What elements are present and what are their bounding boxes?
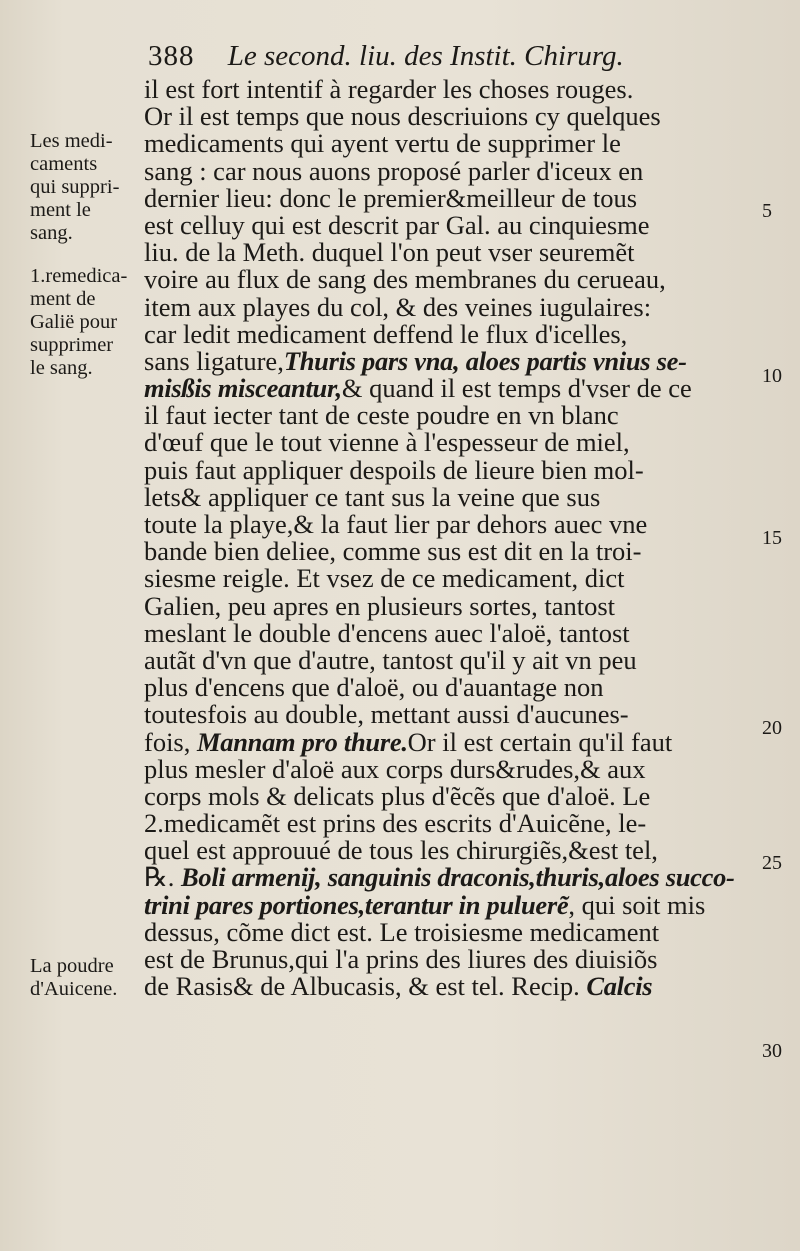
text-line bbox=[144, 375, 704, 402]
line-number: 5 bbox=[762, 200, 772, 222]
text-line: lets& appliquer ce tant sus la veine que sus bbox=[144, 481, 601, 512]
text-line: voire au flux de sang des membranes du cerueau, bbox=[144, 264, 666, 295]
text-line bbox=[144, 726, 704, 757]
side-note-line: le sang. bbox=[30, 357, 93, 379]
text-line: bande bien deliee, comme sus est dit en la troi- bbox=[144, 536, 642, 567]
page-header bbox=[148, 38, 708, 74]
text-line bbox=[144, 862, 735, 893]
text-line: d'œuf que le tout vienne à l'espesseur de miel, bbox=[144, 427, 630, 458]
text-line: quel est approuué de tous les chirurgiẽs,&est tel, bbox=[144, 835, 658, 866]
text-line: meslant le double d'encens auec l'aloë, tantost bbox=[144, 617, 630, 648]
text-line: dernier lieu: donc le premier&meilleur de tous bbox=[144, 182, 638, 213]
latin-phrase: misßis misceantur, bbox=[144, 373, 342, 404]
text-line: toutesfois au double, mettant aussi d'aucunes- bbox=[144, 699, 629, 730]
running-title: Le second. liu. des Instit. Chirurg. bbox=[227, 40, 624, 72]
latin-phrase: Mannam pro thure. bbox=[197, 726, 408, 757]
text-line: autãt d'vn que d'autre, tantost qu'il y ait vn peu bbox=[144, 644, 637, 675]
text-line: il est fort intentif à regarder les choses rouges. bbox=[144, 74, 634, 104]
side-note-line: Galië pour bbox=[30, 311, 118, 333]
side-note-poudre-avicenne bbox=[30, 955, 142, 1001]
text-line: item aux playes du col, & des veines iugulaires: bbox=[144, 291, 652, 322]
text-fragment: & quand il est temps d'vser de ce bbox=[341, 373, 692, 404]
text-line bbox=[144, 973, 704, 1000]
text-line: Or il est temps que nous descriuions cy quelques bbox=[144, 101, 661, 132]
side-note-line: d'Auicene. bbox=[30, 978, 118, 1000]
line-number: 20 bbox=[762, 717, 782, 739]
text-line: car ledit medicament deffend le flux d'icelles, bbox=[144, 318, 628, 349]
side-note-line: ment le bbox=[30, 199, 91, 221]
side-note-line: caments bbox=[30, 153, 98, 175]
text-line: dessus, cõme dict est. Le troisiesme medicament bbox=[144, 916, 660, 947]
side-note-line: ment de bbox=[30, 288, 96, 310]
latin-phrase: Boli armenij, sanguinis draconis,thuris,aloes succo- bbox=[181, 862, 735, 893]
side-note-line: La poudre bbox=[30, 955, 114, 977]
text-line: corps mols & delicats plus d'ẽcẽs que d'aloë. Le bbox=[144, 780, 651, 811]
latin-phrase: Thuris pars vna, aloes partis vnius se- bbox=[283, 345, 687, 376]
side-note-line: sang. bbox=[30, 222, 73, 244]
text-line: il faut iecter tant de ceste poudre en vn blanc bbox=[144, 400, 619, 431]
latin-phrase: trini pares portiones,terantur in puluerẽ bbox=[144, 889, 569, 920]
text-line: Galien, peu apres en plusieurs sortes, tantost bbox=[144, 590, 615, 621]
text-line: plus mesler d'aloë aux corps durs&rudes,& aux bbox=[144, 753, 646, 784]
text-line bbox=[144, 889, 706, 920]
text-fragment: sans ligature, bbox=[144, 345, 284, 376]
text-fragment: de Rasis& de Albucasis, & est tel. Recip. bbox=[144, 971, 580, 1002]
text-fragment: fois, bbox=[144, 726, 191, 757]
text-line: siesme reigle. Et vsez de ce medicament, dict bbox=[144, 563, 625, 594]
side-note-line: supprimer bbox=[30, 334, 114, 356]
line-number: 15 bbox=[762, 527, 782, 549]
body-text bbox=[144, 74, 735, 1002]
line-number: 30 bbox=[762, 1040, 782, 1062]
text-line: toute la playe,& la faut lier par dehors auec vne bbox=[144, 509, 648, 539]
text-line: liu. de la Meth. duquel l'on peut vser seuremẽt bbox=[144, 237, 635, 268]
text-line: puis faut appliquer despoils de lieure bien mol- bbox=[144, 454, 644, 485]
line-number: 25 bbox=[762, 852, 782, 874]
page-number: 388 bbox=[148, 40, 195, 72]
side-note-line: qui suppri- bbox=[30, 176, 120, 198]
text-fragment: , qui soit mis bbox=[568, 889, 706, 920]
side-note-medicaments bbox=[30, 130, 142, 245]
text-line: est celluy qui est descrit par Gal. au cinquiesme bbox=[144, 209, 650, 240]
text-line: sang : car nous auons proposé parler d'iceux en bbox=[144, 155, 644, 186]
side-note-line: Les medi- bbox=[30, 130, 113, 152]
side-note-remedy-galien bbox=[30, 265, 142, 380]
text-line bbox=[144, 345, 704, 376]
text-fragment: Or il est certain qu'il faut bbox=[407, 726, 673, 757]
text-line: 2.medicamẽt est prins des escrits d'Auicẽne, le- bbox=[144, 808, 647, 839]
side-note-line: 1.remedica- bbox=[30, 265, 128, 287]
catchword: Calcis bbox=[586, 971, 653, 1002]
text-line: est de Brunus,qui l'a prins des liures des diuisiõs bbox=[144, 944, 658, 974]
text-line: plus d'encens que d'aloë, ou d'auantage non bbox=[144, 672, 604, 703]
text-line: medicaments qui ayent vertu de supprimer le bbox=[144, 128, 621, 159]
line-number: 10 bbox=[762, 365, 782, 387]
recipe-sign: ℞. bbox=[144, 862, 175, 893]
